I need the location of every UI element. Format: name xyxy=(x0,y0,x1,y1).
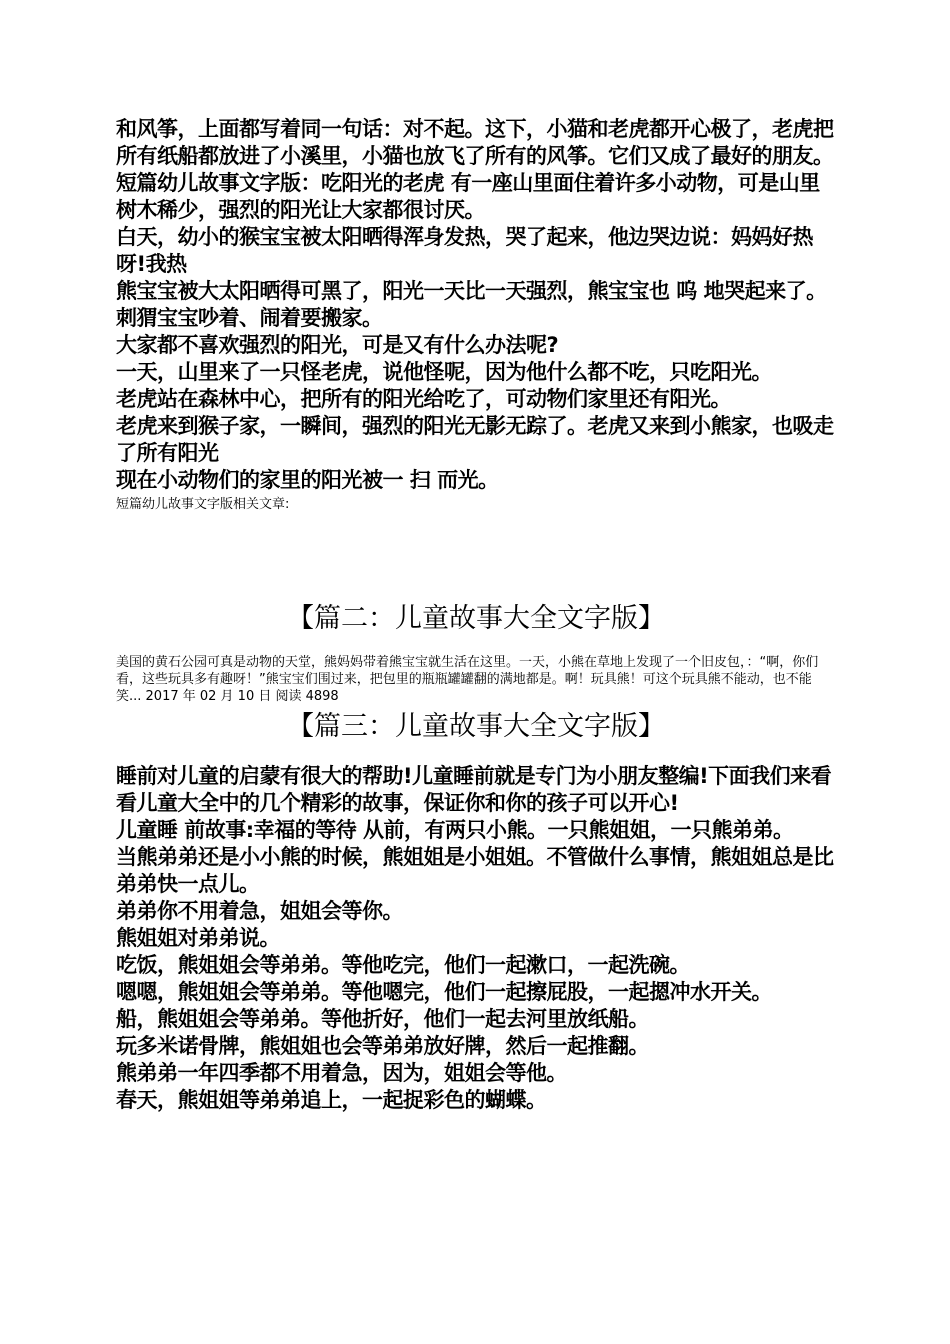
story-paragraph: 玩多米诺骨牌，熊姐姐也会等弟弟放好牌，然后一起推翻。 xyxy=(116,1034,649,1058)
story-section-1 xyxy=(116,116,836,513)
story-section-2 xyxy=(116,654,836,705)
story-paragraph: 嗯嗯，熊姐姐会等弟弟。等他嗯完，他们一起擦屁股，一起摁冲水开关。 xyxy=(116,980,772,1004)
story-paragraph: 一天，山里来了一只怪老虎，说他怪呢，因为他什么都不吃，只吃阳光。 xyxy=(116,360,772,384)
story-paragraph: 船，熊姐姐会等弟弟。等他折好，他们一起去河里放纸船。 xyxy=(116,1007,649,1031)
story-paragraph: 刺猬宝宝吵着、闹着要搬家。 xyxy=(116,306,383,330)
story-paragraph: 熊宝宝被大太阳晒得可黑了，阳光一天比一天强烈，熊宝宝也 呜 地哭起来了。 xyxy=(116,279,827,303)
section-heading-2: 【篇二：儿童故事大全文字版】 xyxy=(287,603,665,634)
story-paragraph: 熊姐姐对弟弟说。 xyxy=(116,926,280,950)
story-paragraph: 老虎站在森林中心，把所有的阳光给吃了，可动物们家里还有阳光。 xyxy=(116,387,731,411)
story-paragraph: 白天，幼小的猴宝宝被太阳晒得浑身发热，哭了起来，他边哭边说：妈妈好热呀!我热 xyxy=(116,225,813,276)
story-paragraph: 和风筝，上面都写着同一句话：对不起。这下，小猫和老虎都开心极了，老虎把所有纸船都放进了小溪里，小猫也放飞了所有的风筝。它们又成了最好的朋友。 xyxy=(116,117,834,168)
article-excerpt: 美国的黄石公园可真是动物的天堂，熊妈妈带着熊宝宝就生活在这里。一天，小熊在草地上发现了一个旧皮包，：“啊，你们看，这些玩具多有趣呀！”熊宝宝们围过来，把包里的瓶瓶罐罐翻的满地都是。啊！玩具熊！可这个玩具熊不能动，也不能笑... 2017 年 02 月 10 日 阅读 4898 xyxy=(116,655,819,704)
story-section-3 xyxy=(116,763,836,1114)
section-heading-3: 【篇三：儿童故事大全文字版】 xyxy=(287,711,665,742)
story-paragraph: 当熊弟弟还是小小熊的时候，熊姐姐是小姐姐。不管做什么事情，熊姐姐总是比弟弟快一点儿。 xyxy=(116,845,834,896)
story-paragraph: 儿童睡 前故事:幸福的等待 从前，有两只小熊。一只熊姐姐，一只熊弟弟。 xyxy=(116,818,794,842)
story-paragraph: 吃饭，熊姐姐会等弟弟。等他吃完，他们一起漱口，一起洗碗。 xyxy=(116,953,690,977)
story-paragraph: 春天，熊姐姐等弟弟追上，一起捉彩色的蝴蝶。 xyxy=(116,1088,547,1112)
story-paragraph: 老虎来到猴子家，一瞬间，强烈的阳光无影无踪了。老虎又来到小熊家，也吸走了所有阳光 xyxy=(116,414,834,465)
story-paragraph: 睡前对儿童的启蒙有很大的帮助!儿童睡前就是专门为小朋友整编!下面我们来看看儿童大全中的几个精彩的故事，保证你和你的孩子可以开心! xyxy=(116,764,832,815)
story-paragraph: 熊弟弟一年四季都不用着急，因为，姐姐会等他。 xyxy=(116,1061,567,1085)
story-paragraph: 短篇幼儿故事文字版：吃阳光的老虎 有一座山里面住着许多小动物，可是山里树木稀少，强烈的阳光让大家都很讨厌。 xyxy=(116,171,820,222)
story-paragraph: 弟弟你不用着急，姐姐会等你。 xyxy=(116,899,403,923)
related-articles-label: 短篇幼儿故事文字版相关文章: xyxy=(116,497,290,512)
story-paragraph: 大家都不喜欢强烈的阳光，可是又有什么办法呢? xyxy=(116,333,559,357)
story-paragraph: 现在小动物们的家里的阳光被一 扫 而光。 xyxy=(116,468,499,492)
